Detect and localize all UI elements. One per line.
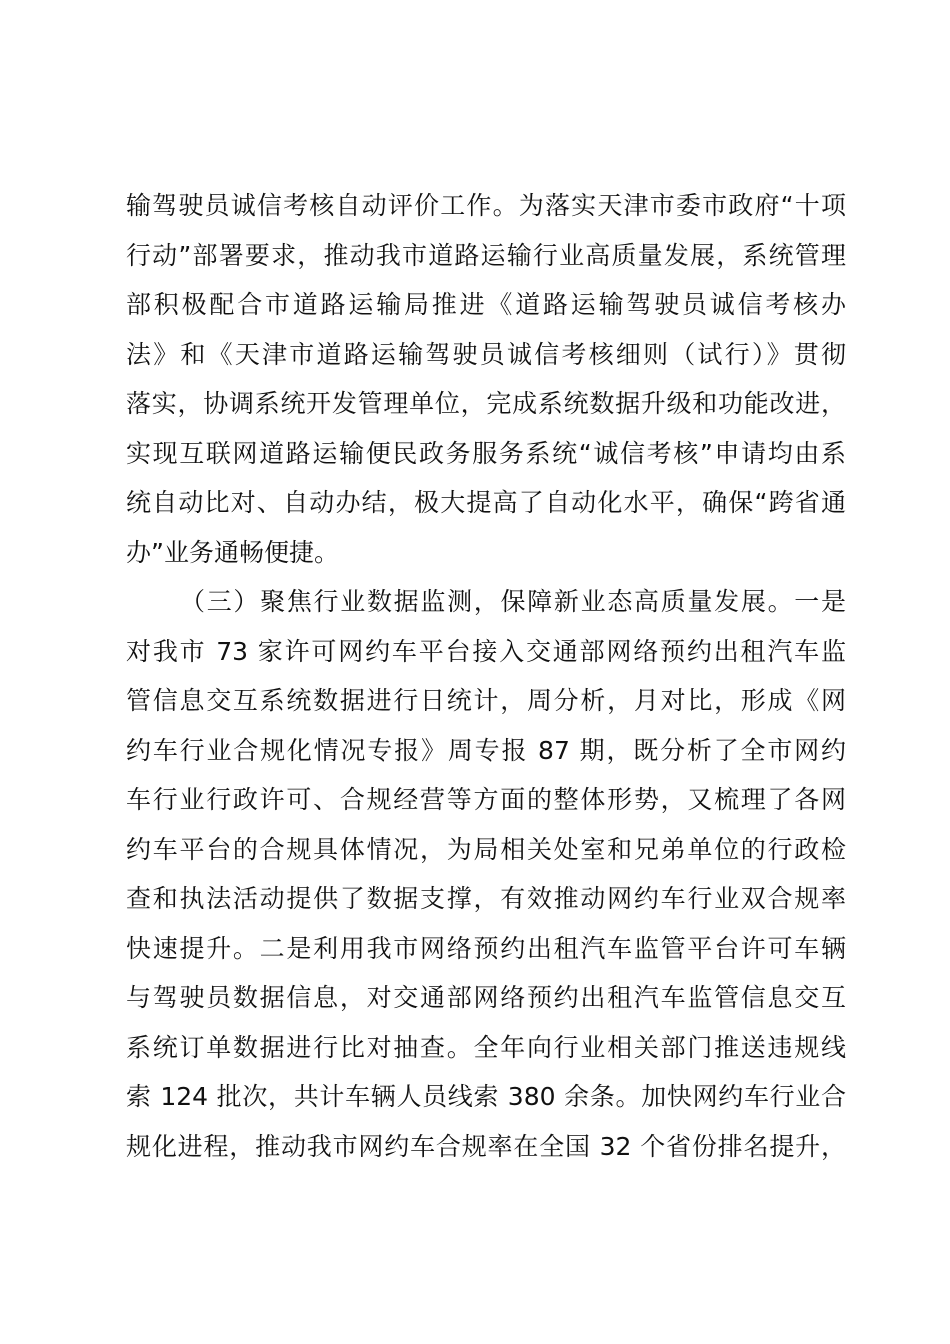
text-line: 法》和《天津市道路运输驾驶员诚信考核细则（试行）》贯彻 <box>126 339 846 369</box>
body-text <box>126 181 846 1171</box>
text-line: 系统订单数据进行比对抽查。全年向行业相关部门推送违规线 <box>126 1032 846 1062</box>
text-line: 约车行业合规化情况专报》周专报 87 期，既分析了全市网约 <box>126 735 846 765</box>
text-line: 快速提升。二是利用我市网络预约出租汽车监管平台许可车辆 <box>126 933 846 963</box>
text-line: 行动”部署要求，推动我市道路运输行业高质量发展，系统管理 <box>126 240 846 270</box>
text-line: 对我市 73 家许可网约车平台接入交通部网络预约出租汽车监 <box>126 636 846 666</box>
text-line: 输驾驶员诚信考核自动评价工作。为落实天津市委市政府“十项 <box>126 191 846 220</box>
section-heading-line: （三）聚焦行业数据监测，保障新业态高质量发展。一是 <box>180 587 846 616</box>
text-line: 查和执法活动提供了数据支撑，有效推动网约车行业双合规率 <box>126 884 846 913</box>
text-line: 落实，协调系统开发管理单位，完成系统数据升级和功能改进， <box>126 389 846 418</box>
text-line: 索 124 批次，共计车辆人员线索 380 余条。加快网约车行业合 <box>126 1082 846 1111</box>
text-line: 规化进程，推动我市网约车合规率在全国 32 个省份排名提升， <box>126 1131 846 1161</box>
text-line: 车行业行政许可、合规经营等方面的整体形势，又梳理了各网 <box>126 785 846 814</box>
text-line: 与驾驶员数据信息，对交通部网络预约出租汽车监管信息交互 <box>126 983 846 1012</box>
text-line: 管信息交互系统数据进行日统计，周分析，月对比，形成《网 <box>126 686 846 715</box>
text-line: 统自动比对、自动办结，极大提高了自动化水平，确保“跨省通 <box>126 488 846 517</box>
text-line: 部积极配合市道路运输局推进《道路运输驾驶员诚信考核办 <box>126 290 846 319</box>
text-line: 办”业务通畅便捷。 <box>126 537 339 567</box>
text-line: 约车平台的合规具体情况，为局相关处室和兄弟单位的行政检 <box>126 834 846 864</box>
text-line: 实现互联网道路运输便民政务服务系统“诚信考核”申请均由系 <box>126 438 846 468</box>
